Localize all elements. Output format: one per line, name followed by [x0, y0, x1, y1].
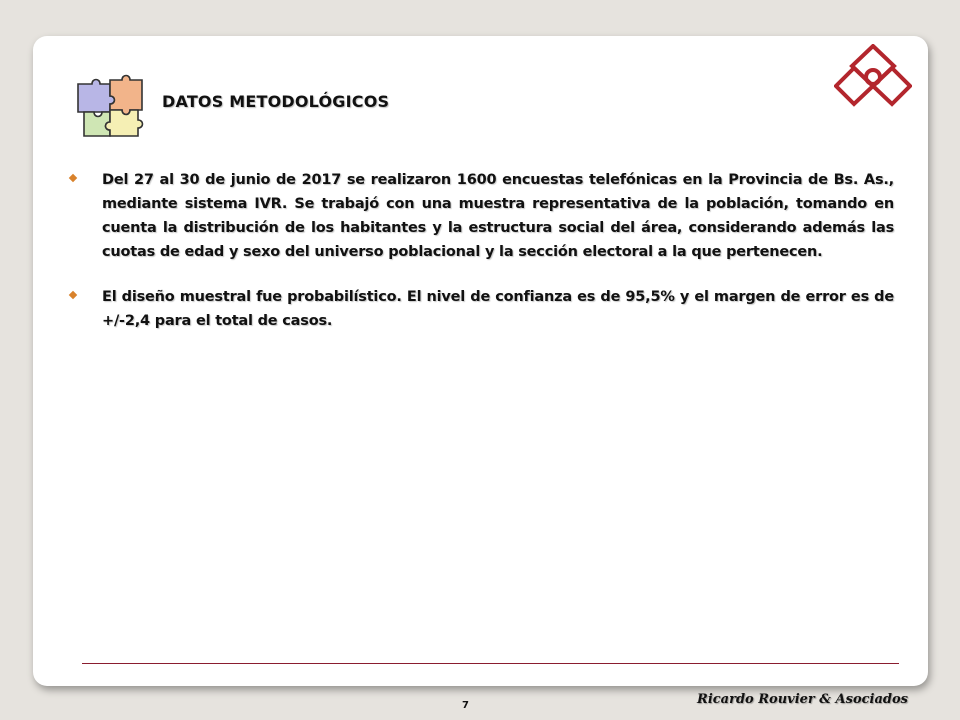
page-number: 7 [462, 700, 469, 711]
slide-panel [33, 36, 928, 686]
bullet-text: El diseño muestral fue probabilístico. El nivel de confianza es de 95,5% y el margen de error es de +/-2,4 para el total de casos. [102, 289, 894, 329]
footer-divider [82, 663, 899, 664]
bullet-diamond-icon [69, 291, 77, 299]
bullet-text: Del 27 al 30 de junio de 2017 se realizaron 1600 encuestas telefónicas en la Provincia de Bs. As., mediante sistema IVR. Se trabajó con una muestra representativa de la población, tomando en cuenta la distribución de los habitantes y la estructura social del área, considerando además las cuotas de edad y sexo del universo poblacional y la sección electoral a la que pertenecen. [102, 172, 894, 260]
list-item [68, 285, 894, 333]
bullet-diamond-icon [69, 174, 77, 182]
footer-brand: Ricardo Rouvier & Asociados [697, 692, 908, 707]
bullet-list [68, 168, 894, 354]
puzzle-pieces-icon [74, 72, 150, 138]
page-title: DATOS METODOLÓGICOS [162, 92, 390, 111]
list-item [68, 168, 894, 264]
brand-logo [834, 44, 912, 110]
